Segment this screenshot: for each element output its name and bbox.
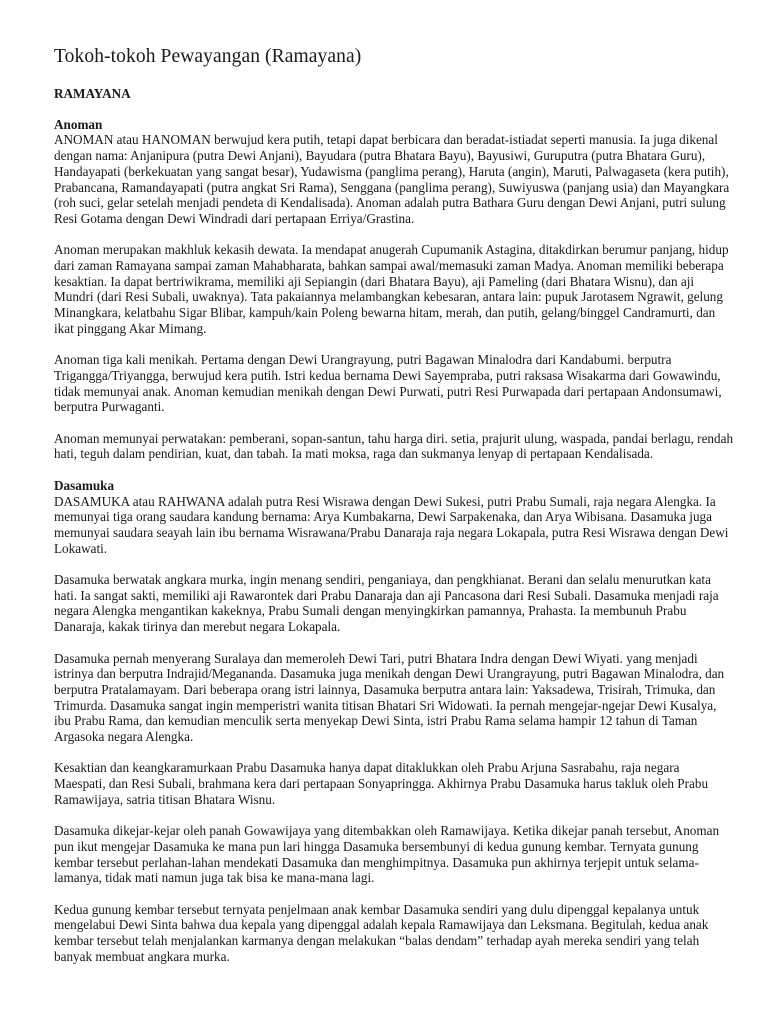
paragraph: Anoman merupakan makhluk kekasih dewata. Ia mendapat anugerah Cupumanik Astagina, ditakdirkan berumur panjang, hidup dari zaman Ramayana sampai zaman Mahabharata, bahkan sampai awal/memasuki zaman Madya. Anoman memiliki beberapa kesaktian. Ia dapat bertriwikrama, memiliki aji Sepiangin (dari Bhatara Bayu), aji Pameling (dari Bhatara Wisnu), dan aji Mundri (dari Resi Subali, uwaknya). Tata pakaiannya melambangkan kebesaran, antara lain: pupuk Jarotasem Ngrawit, gelung Minangkara, kelatbahu Sigar Blibar, kampuh/kain Poleng bewarna hitam, merah, dan putih, gelang/binggel Candramurti, dan ikat pinggang Akar Mimang.: [54, 242, 729, 336]
paragraph: Dasamuka berwatak angkara murka, ingin menang sendiri, penganiaya, dan pengkhianat. Berani dan selalu menurutkan kata hati. Ia sangat sakti, memiliki aji Rawarontek dari Prabu Danaraja dan aji Pancasona dari Resi Subali. Dasamuka menjadi raja negara Alengka mengantikan kakeknya, Prabu Sumali dengan menyingkirkan pamannya, Prahasta. Ia membunuh Prabu Danaraja, kakak tirinya dan merebut negara Lokapala.: [54, 572, 719, 635]
paragraph: Dasamuka dikejar-kejar oleh panah Gowawijaya yang ditembakkan oleh Ramawijaya. Ketika dikejar panah tersebut, Anoman pun ikut mengejar Dasamuka ke mana pun lari hingga Dasamuka bersembunyi di kedua gunung kembar. Ternyata gunung kembar tersebut perlahan-lahan mendekati Dasamuka dan menghimpitnya. Dasamuka pun akhirnya terjepit untuk selama-lamanya, tidak mati namun juga tak bisa ke mana-mana lagi.: [54, 823, 720, 886]
character-heading-anoman: Anoman: [54, 116, 103, 132]
character-anoman: [54, 117, 734, 462]
paragraph: Anoman memunyai perwatakan: pemberani, sopan-santun, tahu harga diri. setia, prajurit ulung, waspada, pandai berlagu, rendah hati, teguh dalam pendirian, kuat, dan tabah. Ia mati moksa, raga dan sukmanya lenyap di pertapaan Kendalisada.: [54, 430, 734, 462]
paragraph: Kedua gunung kembar tersebut ternyata penjelmaan anak kembar Dasamuka sendiri yang dulu dipenggal kepalanya untuk mengelabui Dewi Sinta bahwa dua kepala yang dipenggal adalah kepala Ramawijaya dan Leksmana. Begitulah, kedua anak kembar tersebut telah menjalankan karmanya dengan melakukan “balas dendam” terhadap ayah mereka sendiri yang telah banyak membuat angkara murka.: [54, 901, 709, 964]
document-page: [54, 44, 734, 980]
section-heading: RAMAYANA: [54, 86, 131, 101]
paragraph: DASAMUKA atau RAHWANA adalah putra Resi Wisrawa dengan Dewi Sukesi, putri Prabu Sumali, raja negara Alengka. Ia memunyai tiga orang saudara kandung bernama: Arya Kumbakarna, Dewi Sarpakenaka, dan Arya Wibisana. Dasamuka juga memunyai saudara seayah lain ibu bernama Wisrawana/Prabu Danaraja raja negara Lokapala, putra Resi Wisrawa dengan Dewi Lokawati.: [54, 493, 729, 556]
character-heading-dasamuka: Dasamuka: [54, 477, 115, 493]
page-title: Tokoh-tokoh Pewayangan (Ramayana): [54, 46, 362, 67]
paragraph: ANOMAN atau HANOMAN berwujud kera putih, tetapi dapat berbicara dan beradat-istiadat seperti manusia. Ia juga dikenal dengan nama: Anjanipura (putra Dewi Anjani), Bayudara (putra Bhatara Bayu), Bayusiwi, Guruputra (putra Bhatara Guru), Handayapati (berkekuatan yang sangat besar), Yudawisma (panglima perang), Haruta (angin), Maruti, Palwagaseta (kera putih), Prabancana, Ramandayapati (putra angkat Sri Rama), Senggana (panglima perang), Suwiyuswa (panjang usia) dan Mayangkara (roh suci, gelar setelah menjadi pendeta di Kendalisada). Anoman adalah putra Bathara Guru dengan Dewi Anjani, putri sulung Resi Gotama dengan Dewi Windradi dari pertapaan Erriya/Grastina.: [54, 132, 730, 226]
character-dasamuka: [54, 478, 734, 965]
paragraph: Dasamuka pernah menyerang Suralaya dan memeroleh Dewi Tari, putri Bhatara Indra dengan Dewi Wiyati. yang menjadi istrinya dan berputra Indrajid/Megananda. Dasamuka juga menikah dengan Dewi Urangrayung, putri Bagawan Minalodra, dan berputra Pratalamayam. Dari beberapa orang istri lainnya, Dasamuka berputra antara lain: Yaksadewa, Trisirah, Trimuka, dan Trimurda. Dasamuka sangat ingin memperistri wanita titisan Bhatari Sri Widowati. Ia pernah mengejar-ngejar Dewi Kusalya, ibu Prabu Rama, dan kemudian menculik serta menyekap Dewi Sinta, istri Prabu Rama selama hampir 12 tahun di Taman Argasoka negara Alengka.: [54, 650, 725, 745]
paragraph: Anoman tiga kali menikah. Pertama dengan Dewi Urangrayung, putri Bagawan Minalodra dari Kandabumi. berputra Trigangga/Triyangga, berwujud kera putih. Istri kedua bernama Dewi Sayempraba, putri raksasa Wisakarma dari Gowawindu, tidak memunyai anak. Anoman kemudian menikah dengan Dewi Purwati, putri Resi Purwapada dari pertapaan Andonsumawi, berputra Purwaganti.: [54, 352, 722, 415]
paragraph: Kesaktian dan keangkaramurkaan Prabu Dasamuka hanya dapat ditaklukkan oleh Prabu Arjuna Sasrabahu, raja negara Maespati, dan Resi Subali, brahmana kera dari pertapaan Sonyapringga. Akhirnya Prabu Dasamuka harus takluk oleh Prabu Ramawijaya, satria titisan Bhatara Wisnu.: [54, 760, 709, 807]
